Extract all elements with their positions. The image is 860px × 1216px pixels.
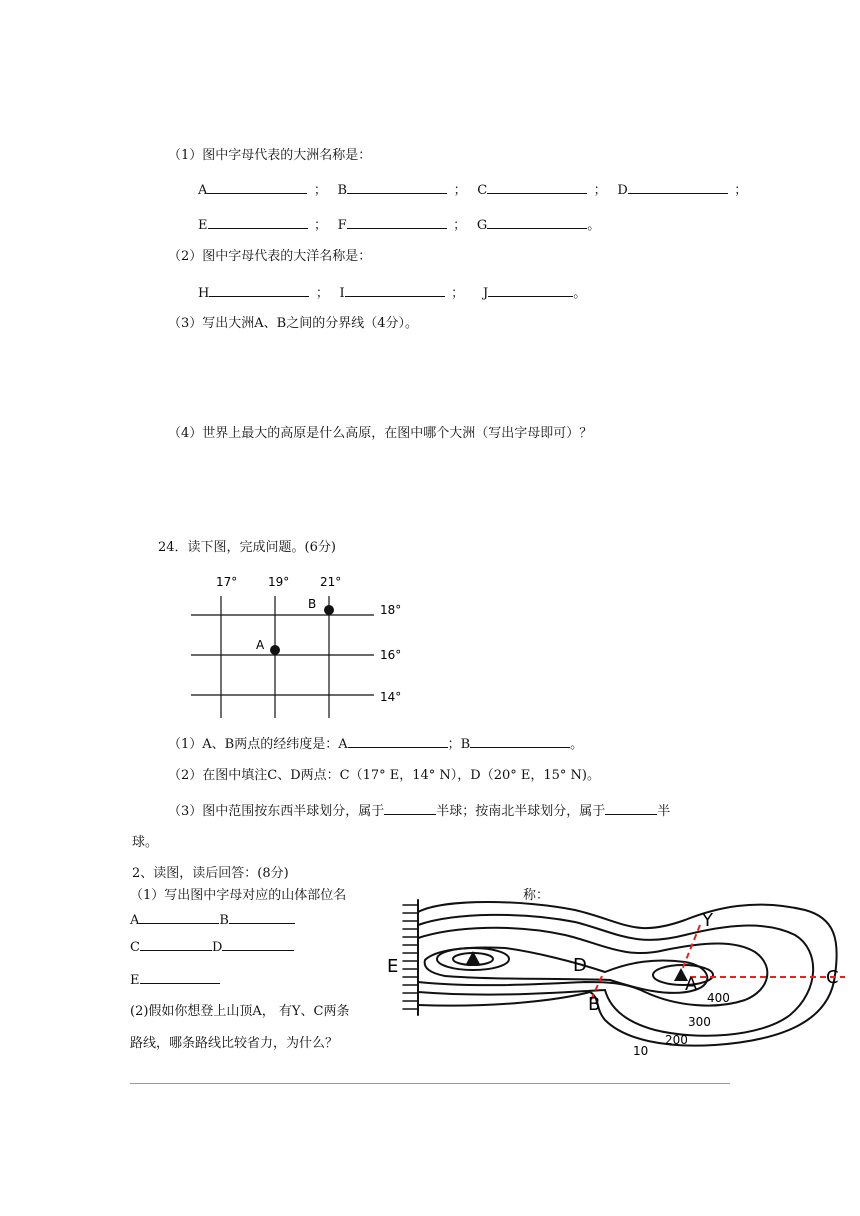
label-d: D <box>211 940 223 955</box>
q3-boundary: （3）写出大洲A、B之间的分界线（4分）。 <box>168 316 418 331</box>
q2-2-line2: 路线，哪条路线比较省力，为什么？ <box>130 1036 339 1051</box>
blank-ew-hemisphere[interactable] <box>384 802 436 815</box>
sep: ； <box>593 183 607 198</box>
blank-mountain-b[interactable] <box>229 911 295 924</box>
lon-label-21: 21° <box>320 575 342 589</box>
label-b: B <box>588 994 601 1015</box>
q24-1-prefix: （1）A、B两点的经纬度是：A <box>168 737 348 752</box>
blank-f[interactable] <box>347 216 447 229</box>
q24-1 <box>168 735 583 753</box>
q24-3-b: 半球；按南北半球划分，属于 <box>436 804 606 819</box>
label-b: B <box>219 913 229 928</box>
contour-label-400: 400 <box>707 991 730 1005</box>
q2-1-tail: 称： <box>523 888 550 903</box>
sep: ； <box>453 183 467 198</box>
sep: ； <box>313 183 327 198</box>
mountain-blanks-row3 <box>130 971 220 989</box>
period: 。 <box>587 218 601 233</box>
label-e: E <box>130 973 140 988</box>
blank-b-coords[interactable] <box>470 735 570 748</box>
label-j: J <box>483 286 489 301</box>
q2-2-line1: (2)假如你想登上山顶A， 有Y、C两条 <box>130 1004 350 1019</box>
label-f: F <box>337 218 347 233</box>
sep: ； <box>453 218 467 233</box>
contour-label-300: 300 <box>688 1015 711 1029</box>
blank-ns-hemisphere[interactable] <box>605 802 657 815</box>
sep: ； <box>315 286 329 301</box>
q24-3 <box>168 802 670 820</box>
blank-b[interactable] <box>347 181 447 194</box>
contour-200 <box>418 915 813 1036</box>
q2-1: （1）写出图中字母对应的山体部位名 <box>130 888 347 903</box>
blank-g[interactable] <box>487 216 587 229</box>
continent-blanks-row1 <box>198 181 754 199</box>
sep: ； <box>734 183 748 198</box>
continent-blanks-row2 <box>198 216 600 234</box>
q2-title: 2、读图，读后回答：(8分) <box>132 866 289 881</box>
sep: ； <box>451 286 465 301</box>
q24-3-wrap: 球。 <box>132 835 159 850</box>
blank-mountain-e[interactable] <box>140 971 220 984</box>
label-e: E <box>198 218 208 233</box>
label-a: A <box>198 183 208 198</box>
lat-label-14: 14° <box>380 690 402 704</box>
blank-e[interactable] <box>208 216 308 229</box>
label-i: I <box>339 286 345 301</box>
blank-j[interactable] <box>488 284 573 297</box>
q24-1-mid: ；B <box>447 737 471 752</box>
period: 。 <box>573 286 587 301</box>
label-a: A <box>130 913 140 928</box>
sep: ； <box>313 218 327 233</box>
blank-h[interactable] <box>209 284 309 297</box>
lat-label-16: 16° <box>380 648 402 662</box>
mountain-blanks-row1 <box>130 911 295 929</box>
label-c: C <box>130 940 140 955</box>
blank-c[interactable] <box>487 181 587 194</box>
label-e: E <box>387 956 399 977</box>
blank-a-coords[interactable] <box>348 735 448 748</box>
blank-a[interactable] <box>207 181 307 194</box>
contour-label-200: 200 <box>665 1033 688 1047</box>
q24-title: 24．读下图，完成问题。(6分) <box>158 540 336 555</box>
q24-3-a: （3）图中范围按东西半球划分，属于 <box>168 804 385 819</box>
label-h: H <box>198 286 210 301</box>
label-d: D <box>573 955 587 976</box>
lon-label-17: 17° <box>216 575 238 589</box>
blank-d[interactable] <box>628 181 728 194</box>
q2-oceans: （2）图中字母代表的大洋名称是： <box>168 249 372 264</box>
blank-mountain-a[interactable] <box>139 911 219 924</box>
lon-label-19: 19° <box>268 575 290 589</box>
label-g: G <box>476 218 488 233</box>
q1-continents: （1）图中字母代表的大洲名称是： <box>168 148 372 163</box>
label-c: C <box>826 967 839 988</box>
cliff-hatching <box>403 905 418 1009</box>
lat-label-18: 18° <box>380 603 402 617</box>
lat-long-grid <box>188 570 428 720</box>
label-d: D <box>617 183 628 198</box>
ocean-blanks-row <box>198 284 586 302</box>
point-a-label: A <box>256 638 265 652</box>
point-a-marker <box>270 645 280 655</box>
blank-mountain-c[interactable] <box>140 938 212 951</box>
label-c: C <box>477 183 488 198</box>
answer-line[interactable] <box>130 1083 730 1084</box>
q24-1-end: 。 <box>570 737 584 752</box>
blank-i[interactable] <box>345 284 445 297</box>
contour-map <box>385 880 845 1060</box>
q4-plateau: （4）世界上最大的高原是什么高原，在图中哪个大洲（写出字母即可）？ <box>168 426 593 441</box>
label-y: Y <box>702 910 713 931</box>
contour-label-10: 10 <box>633 1044 649 1058</box>
point-b-label: B <box>308 597 317 611</box>
label-a: A <box>685 974 698 995</box>
blank-mountain-d[interactable] <box>222 938 294 951</box>
label-b: B <box>337 183 348 198</box>
mountain-blanks-row2 <box>130 938 294 956</box>
q24-3-c: 半 <box>657 804 671 819</box>
point-b-marker <box>324 605 334 615</box>
q24-2: （2）在图中填注C、D两点：C（17° E，14° N），D（20° E，15° N)。 <box>168 768 601 783</box>
